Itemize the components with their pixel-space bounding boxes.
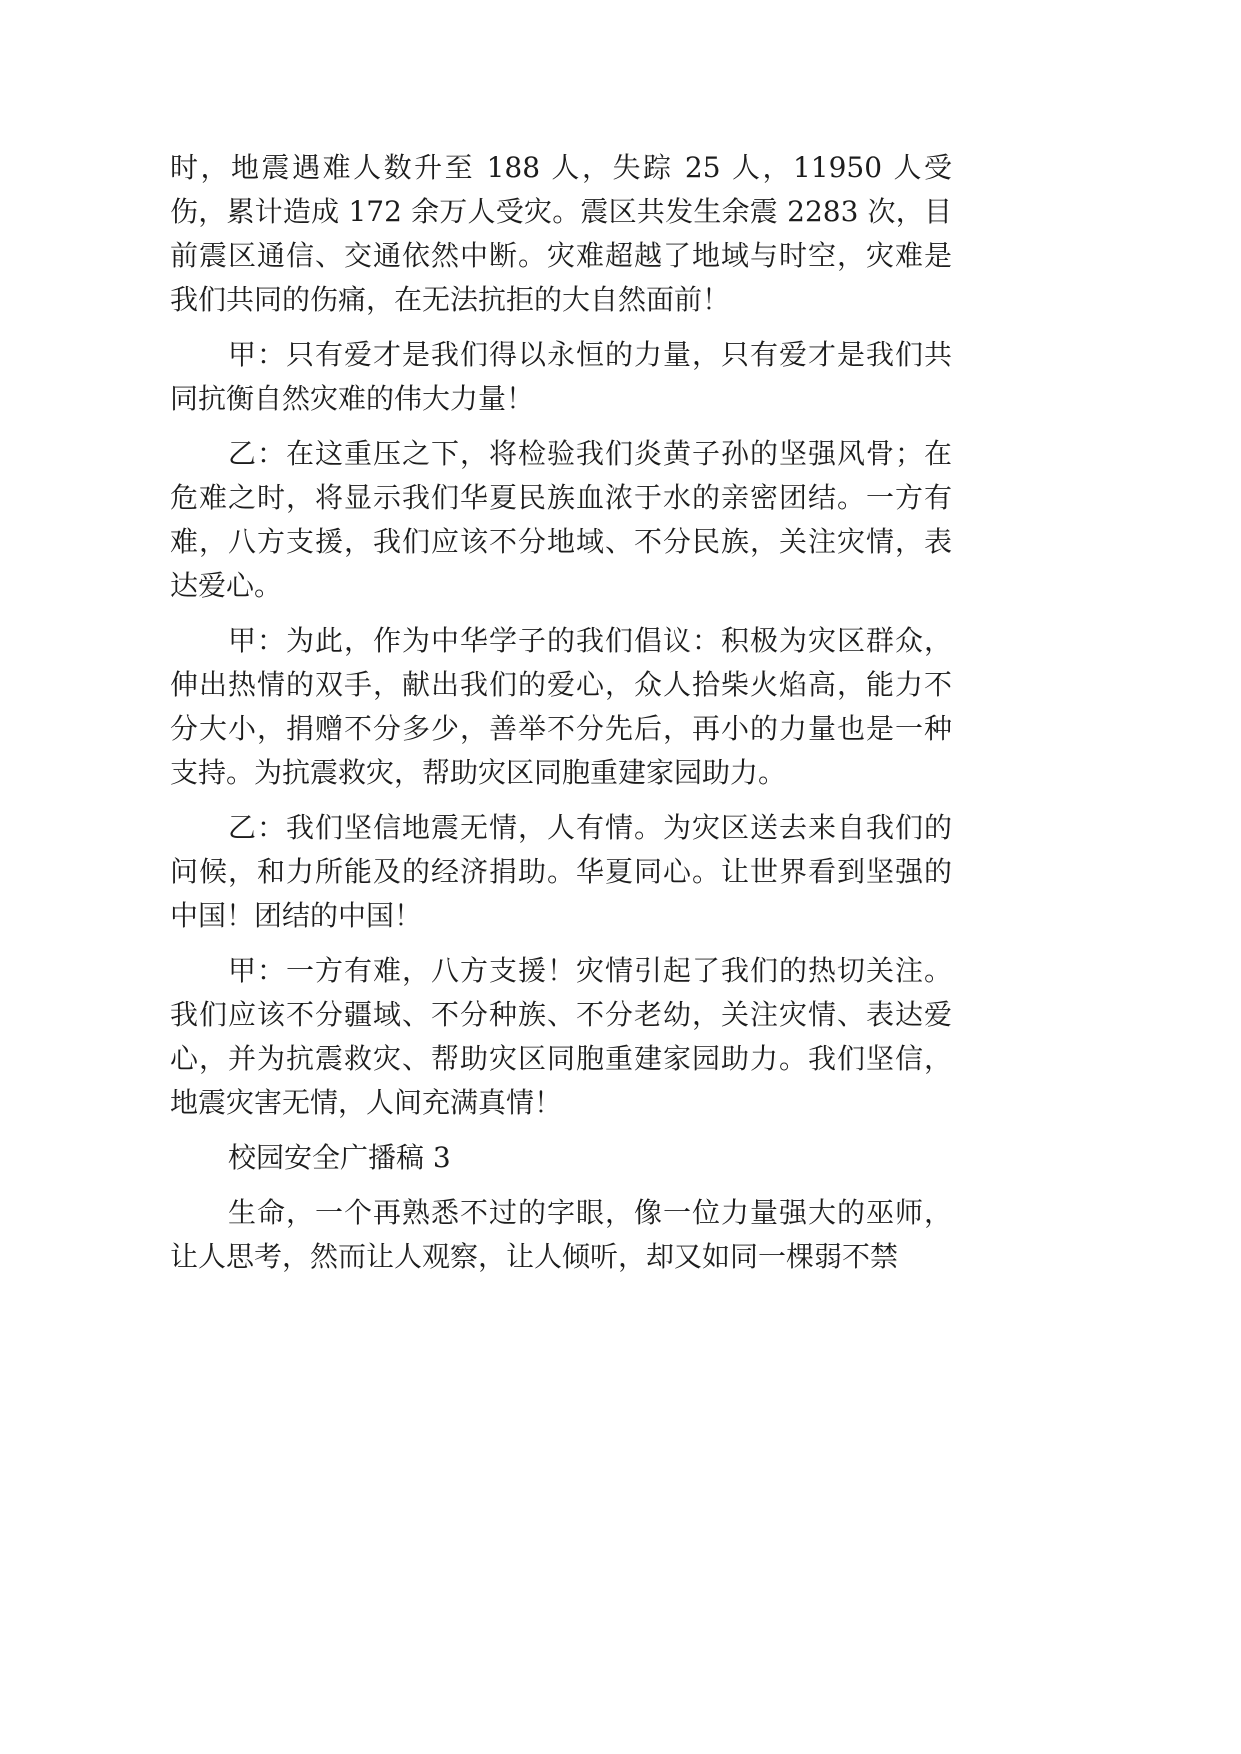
paragraph-yi-2: 乙：我们坚信地震无情，人有情。为灾区送去来自我们的问候，和力所能及的经济捐助。华夏同心。让世界看到坚强的中国！团结的中国！: [170, 811, 952, 932]
paragraph-final: 生命，一个再熟悉不过的字眼，像一位力量强大的巫师，让人思考，然而让人观察，让人倾听，却又如同一棵弱不禁: [170, 1196, 952, 1273]
paragraph-jia-3: 甲：一方有难，八方支援！灾情引起了我们的热切关注。我们应该不分疆域、不分种族、不分老幼，关注灾情、表达爱心，并为抗震救灾、帮助灾区同胞重建家园助力。我们坚信，地震灾害无情，人间充满真情！: [170, 954, 952, 1119]
paragraph-yi-1: 乙：在这重压之下，将检验我们炎黄子孙的坚强风骨；在危难之时，将显示我们华夏民族血浓于水的亲密团结。一方有难，八方支援，我们应该不分地域、不分民族，关注灾情，表达爱心。: [170, 437, 952, 602]
paragraph-jia-2: 甲：为此，作为中华学子的我们倡议：积极为灾区群众，伸出热情的双手，献出我们的爱心，众人拾柴火焰高，能力不分大小，捐赠不分多少，善举不分先后，再小的力量也是一种支持。为抗震救灾，帮助灾区同胞重建家园助力。: [170, 624, 952, 789]
paragraph-continuation: 时，地震遇难人数升至 188 人，失踪 25 人，11950 人受伤，累计造成 172 余万人受灾。震区共发生余震 2283 次，目前震区通信、交通依然中断。灾难超越了地域与时空，灾难是我们共同的伤痛，在无法抗拒的大自然面前！: [170, 151, 952, 316]
section-heading: 校园安全广播稿 3: [228, 1141, 451, 1174]
document-body: [170, 146, 952, 1290]
paragraph-jia-1: 甲：只有爱才是我们得以永恒的力量，只有爱才是我们共同抗衡自然灾难的伟大力量！: [170, 338, 952, 415]
